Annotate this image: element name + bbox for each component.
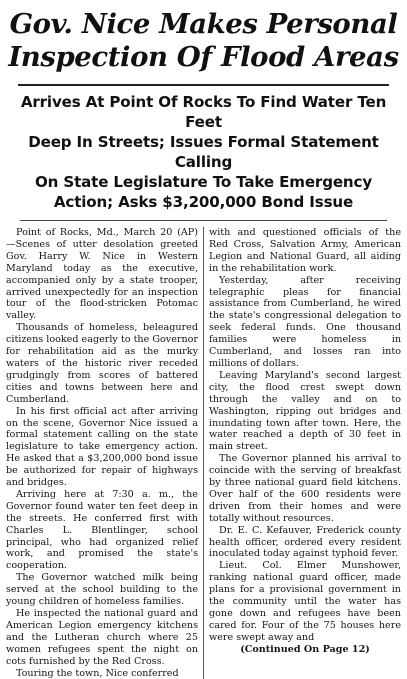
paragraph: The Governor watched milk being served at the school building to the young children of homeless families.: [6, 572, 198, 608]
right-column: [204, 227, 401, 679]
paragraph: Leaving Maryland's second largest city, the flood crest swept down through the valley and on to Washington, ripping out bridges and inundating town after town. Here, the water reached a depth of 30 feet in main street.: [209, 369, 401, 453]
continued-on-page: (Continued On Page 12): [240, 643, 370, 655]
headline-line-1: Gov. Nice Makes Personal: [9, 8, 398, 40]
deck-rule: [20, 220, 387, 221]
paragraph: Lieut. Col. Elmer Munshower, ranking national guard officer, made plans for a provisional government in the community until the water has gone down and refugees have been cared for. Four of the 75 houses here were swept away and: [209, 560, 401, 643]
paragraph: The Governor planned his arrival to coincide with the serving of breakfast by three national guard field kitchens. Over half of the 600 residents were driven from their homes and were totally without resources.: [209, 453, 401, 524]
headline-line-2: Inspection Of Flood Areas: [8, 41, 399, 73]
deck-line-2: Deep In Streets; Issues Formal Statement Calling: [28, 133, 379, 171]
paragraph-dateline: Point of Rocks, Md., March 20 (AP) —Scenes of utter desolation greeted Gov. Harry W. Nice in Western Maryland today as the executive, accompanied only by a state trooper, arrived unexpectedly for an inspection tour of the flood-stricken Potomac valley.: [6, 227, 198, 322]
paragraph: Arriving here at 7:30 a. m., the Governor found water ten feet deep in the streets. He conferred first with Charles L. Blentlinger, school principal, who had organized relief work, and promised the state's cooperation.: [6, 488, 198, 572]
headline: [6, 8, 401, 74]
paragraph: Touring the town, Nice conferred: [16, 667, 179, 679]
paragraph: In his first official act after arriving on the scene, Governor Nice issued a formal statement calling on the state legislature to take emergency action. He asked that a $3,200,000 bond issue be authorized for repair of highways and bridges.: [6, 405, 198, 489]
paragraph: Yesterday, after receiving telegraphic pleas for financial assistance from Cumberland, he wired the state's congressional delegation to seek federal funds. One thousand families were homeless in Cumberland, and losses ran into millions of dollars.: [209, 274, 401, 369]
paragraph: Thousands of homeless, beleagured citizens looked eagerly to the Governor for rehabilitation aid as the murky waters of the historic river receded grudgingly from scores of battered cities and towns between here and Cumberland.: [6, 322, 198, 405]
deck-line-1: Arrives At Point Of Rocks To Find Water Ten Feet: [20, 93, 387, 131]
article-body: [6, 227, 401, 679]
paragraph: He inspected the national guard and American Legion emergency kitchens and the Lutheran church where 25 women refugees spent the night on cots furnished by the Red Cross.: [6, 608, 198, 667]
paragraph: Dr. E. C. Kefauver, Frederick county health officer, ordered every resident inoculated today against typhoid fever.: [209, 524, 401, 560]
left-column: [6, 227, 204, 679]
deck-line-3: On State Legislature To Take Emergency: [34, 173, 373, 191]
headline-rule: [18, 84, 389, 86]
deck-subheadline: [12, 92, 395, 212]
deck-line-4: Action; Asks $3,200,000 Bond Issue: [53, 193, 354, 211]
paragraph-continued: with and questioned officials of the Red Cross, Salvation Army, American Legion and National Guard, all aiding in the rehabilitation work.: [209, 227, 401, 274]
